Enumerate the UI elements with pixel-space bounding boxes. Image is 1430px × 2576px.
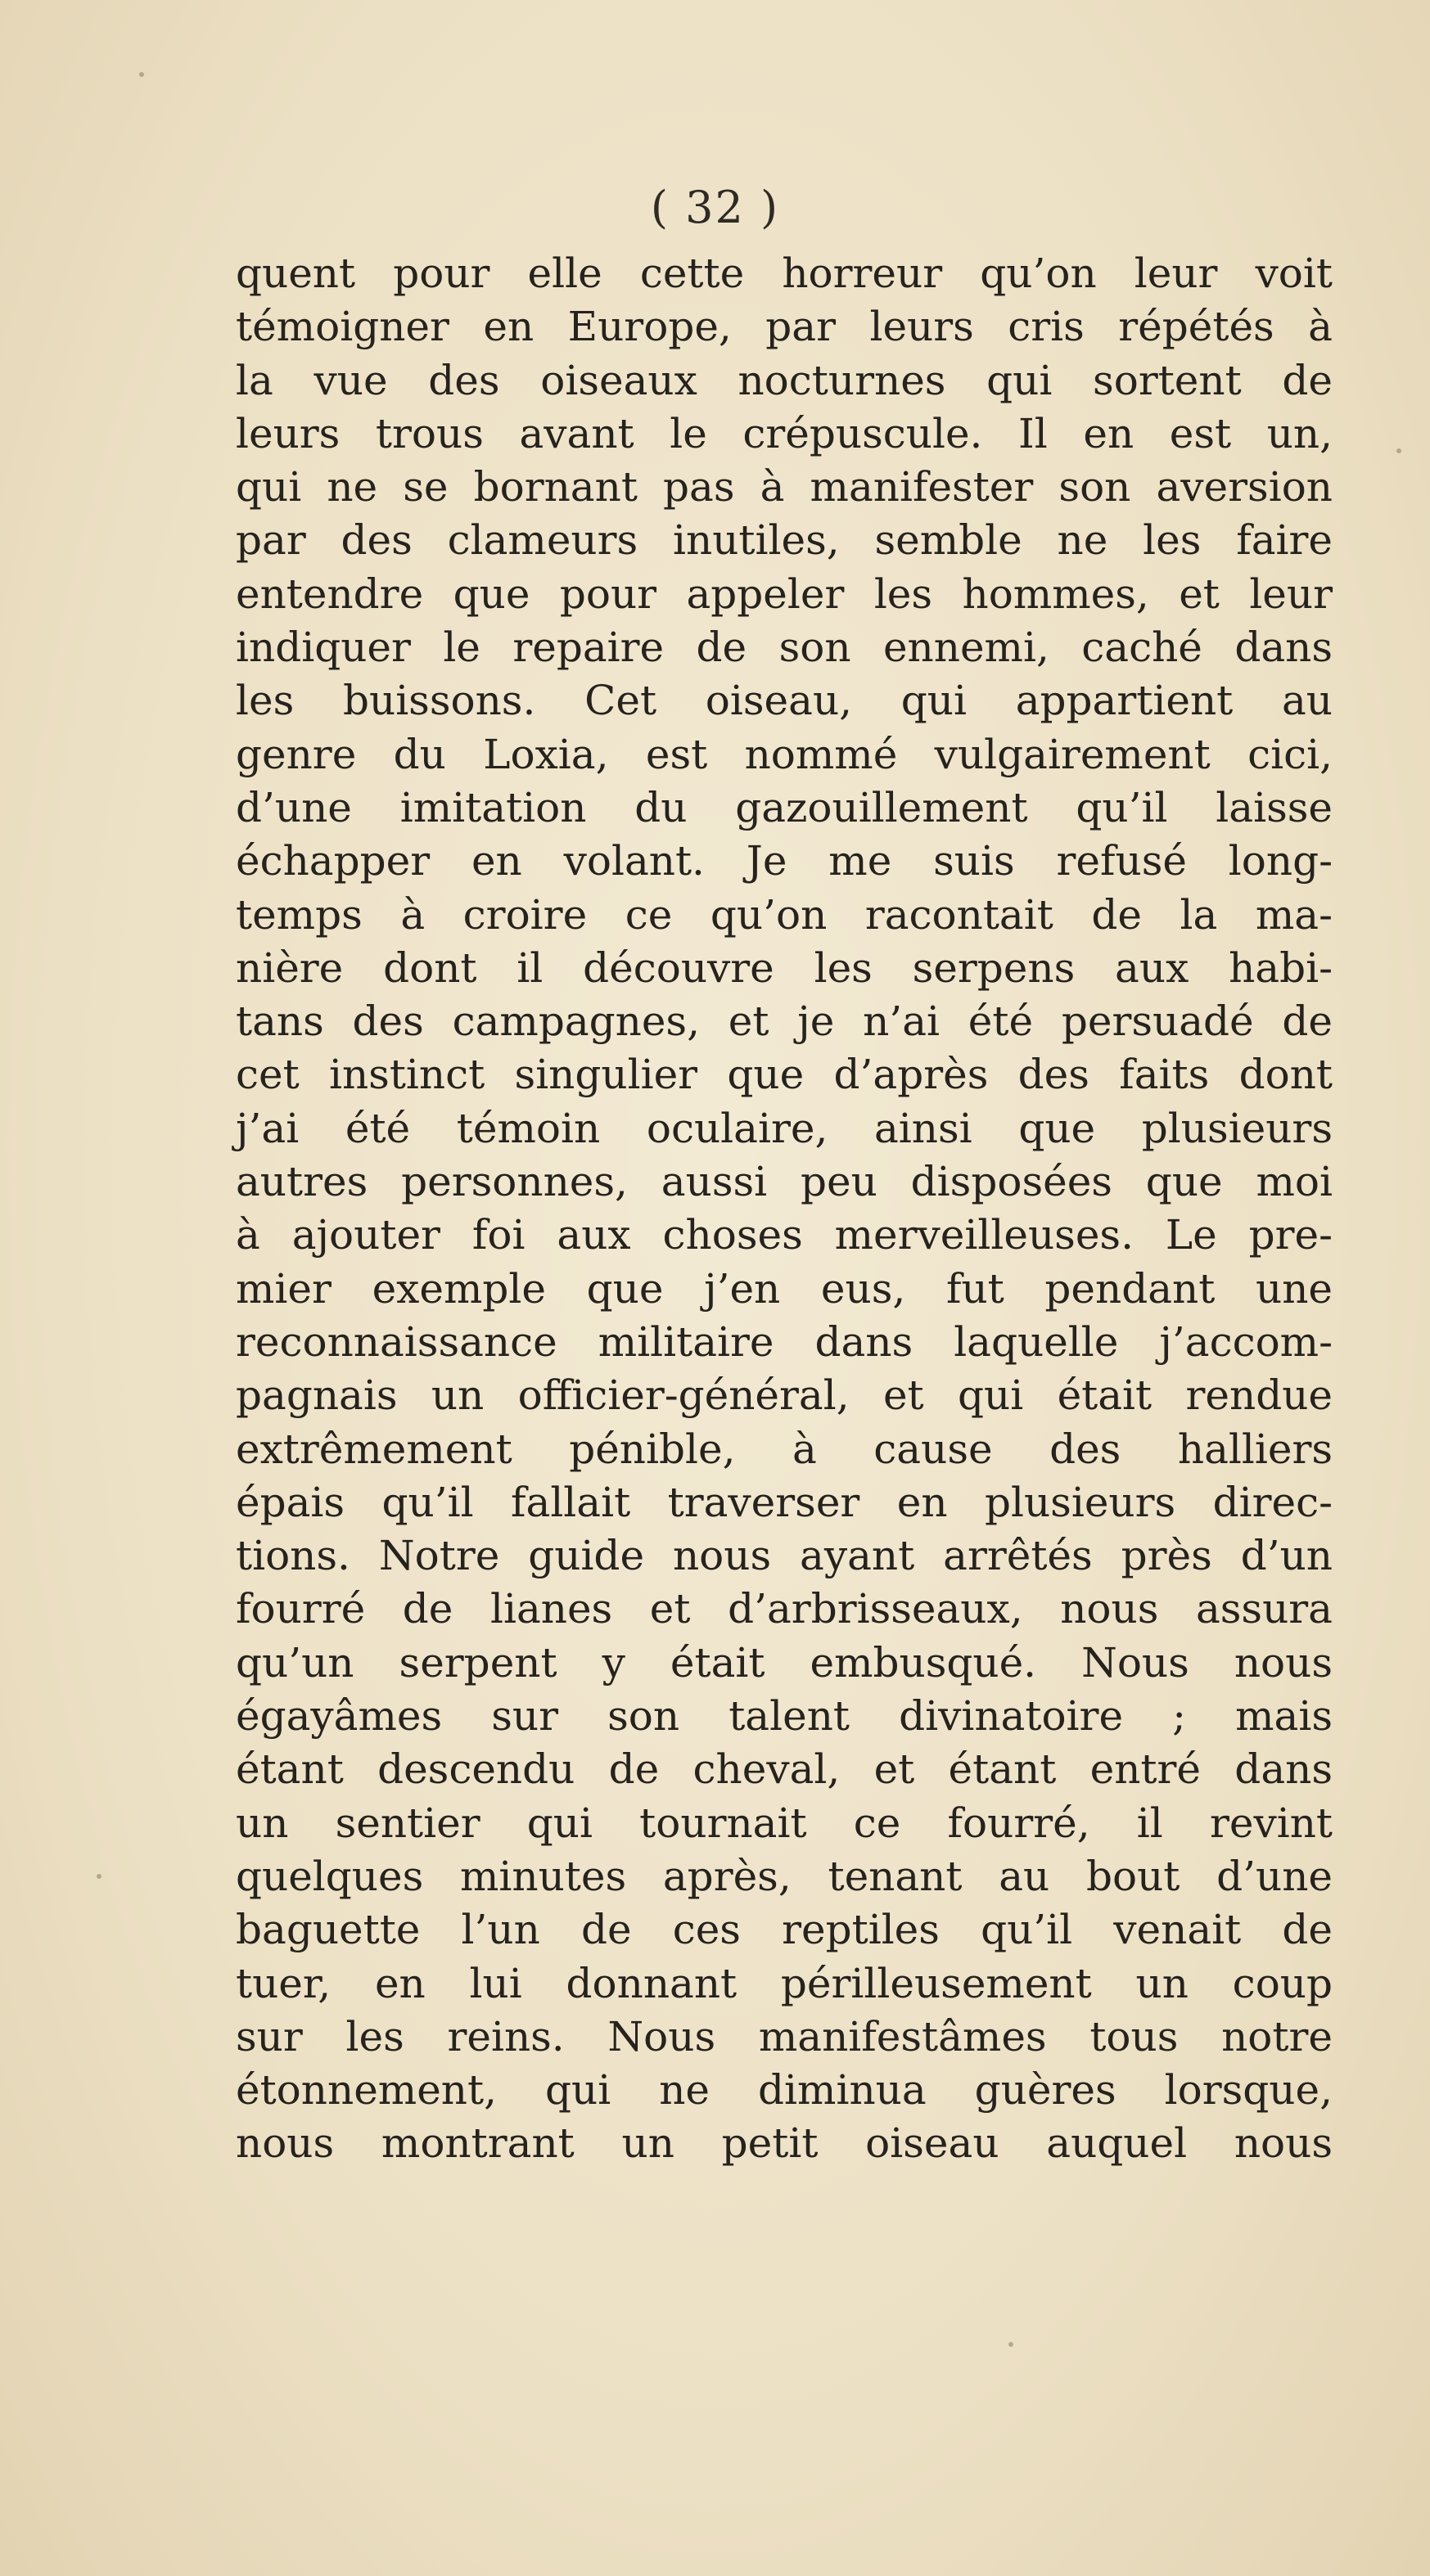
text-line: échapper en volant. Je me suis refusé long-: [236, 837, 1333, 885]
text-line: qu’un serpent y était embusqué. Nous nous: [236, 1638, 1333, 1687]
text-line: leurs trous avant le crépuscule. Il en est un,: [236, 409, 1333, 457]
text-line: la vue des oiseaux nocturnes qui sortent de: [236, 356, 1333, 404]
text-line: un sentier qui tournait ce fourré, il revint: [236, 1799, 1333, 1847]
text-line: tans des campagnes, et je n’ai été persuadé de: [236, 998, 1333, 1046]
text-line: égayâmes sur son talent divinatoire ; mais: [236, 1692, 1333, 1741]
text-line: témoigner en Europe, par leurs cris répétés à: [236, 303, 1333, 351]
text-line: autres personnes, aussi peu disposées que moi: [236, 1158, 1333, 1206]
paper-speck: [97, 1874, 101, 1879]
text-line: baguette l’un de ces reptiles qu’il venait de: [236, 1906, 1333, 1954]
text-line: cet instinct singulier que d’après des faits dont: [236, 1051, 1333, 1099]
text-line: sur les reins. Nous manifestâmes tous notre: [236, 2012, 1333, 2060]
paper-speck: [139, 72, 144, 77]
text-line: reconnaissance militaire dans laquelle j’accom-: [236, 1317, 1333, 1366]
text-line: mier exemple que j’en eus, fut pendant une: [236, 1264, 1333, 1313]
text-line: d’une imitation du gazouillement qu’il laisse: [236, 783, 1333, 831]
text-line: quelques minutes après, tenant au bout d’une: [236, 1852, 1333, 1900]
text-line: étonnement, qui ne diminua guères lorsque,: [236, 2066, 1333, 2114]
body-text: [236, 247, 1333, 2171]
text-line: étant descendu de cheval, et étant entré dans: [236, 1745, 1333, 1794]
text-line: genre du Loxia, est nommé vulgairement cici,: [236, 730, 1333, 778]
text-line: pagnais un officier-général, et qui était rendue: [236, 1371, 1333, 1420]
text-line: les buissons. Cet oiseau, qui appartient au: [236, 677, 1333, 725]
text-line: à ajouter foi aux choses merveilleuses. Le pre-: [236, 1211, 1333, 1259]
text-line: nous montrant un petit oiseau auquel nous: [236, 2119, 1333, 2168]
text-line: tions. Notre guide nous ayant arrêtés près d’un: [236, 1532, 1333, 1580]
paper-speck: [1008, 2342, 1013, 2347]
text-line: tuer, en lui donnant périlleusement un coup: [236, 1959, 1333, 2007]
text-line: quent pour elle cette horreur qu’on leur voit: [236, 250, 1333, 297]
text-line: temps à croire ce qu’on racontait de la ma-: [236, 890, 1333, 939]
text-line: fourré de lianes et d’arbrisseaux, nous assura: [236, 1585, 1333, 1633]
text-line: indiquer le repaire de son ennemi, caché dans: [236, 624, 1333, 672]
text-line: qui ne se bornant pas à manifester son aversion: [236, 463, 1333, 511]
page-number: ( 32 ): [650, 182, 780, 233]
text-line: extrêmement pénible, à cause des halliers: [236, 1425, 1333, 1473]
text-line: par des clameurs inutiles, semble ne les faire: [236, 516, 1333, 565]
text-line: nière dont il découvre les serpens aux habi-: [236, 943, 1333, 992]
text-line: j’ai été témoin oculaire, ainsi que plusieurs: [236, 1104, 1333, 1152]
text-line: épais qu’il fallait traverser en plusieurs direc-: [236, 1478, 1333, 1526]
paper-speck: [1396, 448, 1401, 453]
text-line: entendre que pour appeler les hommes, et leur: [236, 570, 1333, 618]
